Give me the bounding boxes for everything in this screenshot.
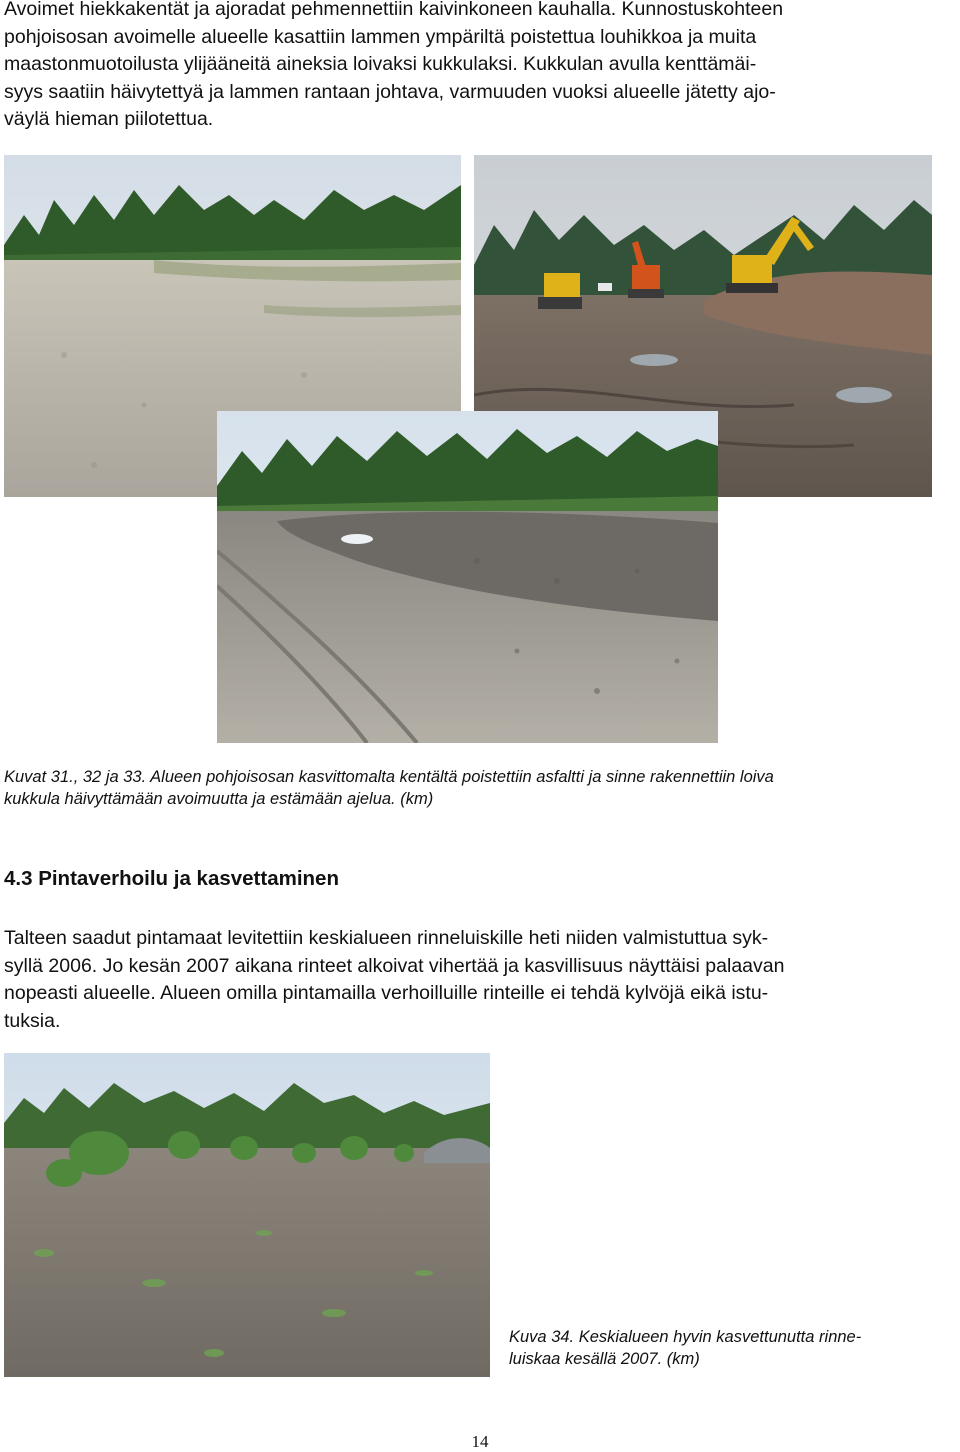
page-number: 14 (471, 1432, 489, 1451)
caption-line: Kuvat 31., 32 ja 33. Alueen pohjoisosan kasvittomalta kentältä poistettiin asfaltti ja sinne rakennettiin loiva (4, 768, 774, 786)
body-paragraph (4, 925, 956, 1035)
photo-gravel-mound-image (217, 411, 718, 743)
intro-line: pohjoisosan avoimelle alueelle kasattiin lammen ympäriltä poistettua louhikkoa ja muita (4, 25, 757, 48)
figure-caption-31-33 (4, 766, 956, 810)
body-line: Talteen saadut pintamaat levitettiin keskialueen rinneluiskille heti niiden valmistuttua syk- (4, 927, 769, 949)
caption-line: kukkula häivyttämään avoimuutta ja estämään ajelua. (km) (4, 790, 434, 808)
intro-line: väylä hieman piilotettua. (4, 108, 214, 130)
intro-paragraph (4, 0, 956, 134)
body-line: nopeasti alueelle. Alueen omilla pintamailla verhoilluille rinteille ei tehdä kylvöjä eikä istu- (4, 982, 769, 1004)
body-line: syllä 2006. Jo kesän 2007 aikana rinteet alkoivat vihertää ja kasvillisuus näyttäisi palaavan (4, 954, 785, 977)
body-line: tuksia. (4, 1009, 61, 1032)
intro-line: maastonmuotoilusta ylijääneitä aineksia loivaksi kukkulaksi. Kukkulan avulla kenttämäi- (4, 53, 757, 75)
intro-line: Avoimet hiekkakentät ja ajoradat pehmennettiin kaivinkoneen kauhalla. Kunnostuskohteen (4, 0, 784, 20)
photo-revegetated-slope (4, 1053, 490, 1377)
figure-caption-34 (509, 1326, 955, 1370)
caption-line: luiskaa kesällä 2007. (km) (509, 1350, 700, 1368)
intro-line: syys saatiin häivytettyä ja lammen rantaan johtava, varmuuden vuoksi alueelle jätetty ajo- (4, 80, 776, 103)
photo-gravel-mound (217, 411, 718, 743)
section-heading: 4.3 Pintaverhoilu ja kasvettaminen (4, 867, 339, 890)
photo-revegetated-slope-image (4, 1053, 490, 1377)
caption-line: Kuva 34. Keskialueen hyvin kasvettunutta rinne- (509, 1328, 862, 1346)
